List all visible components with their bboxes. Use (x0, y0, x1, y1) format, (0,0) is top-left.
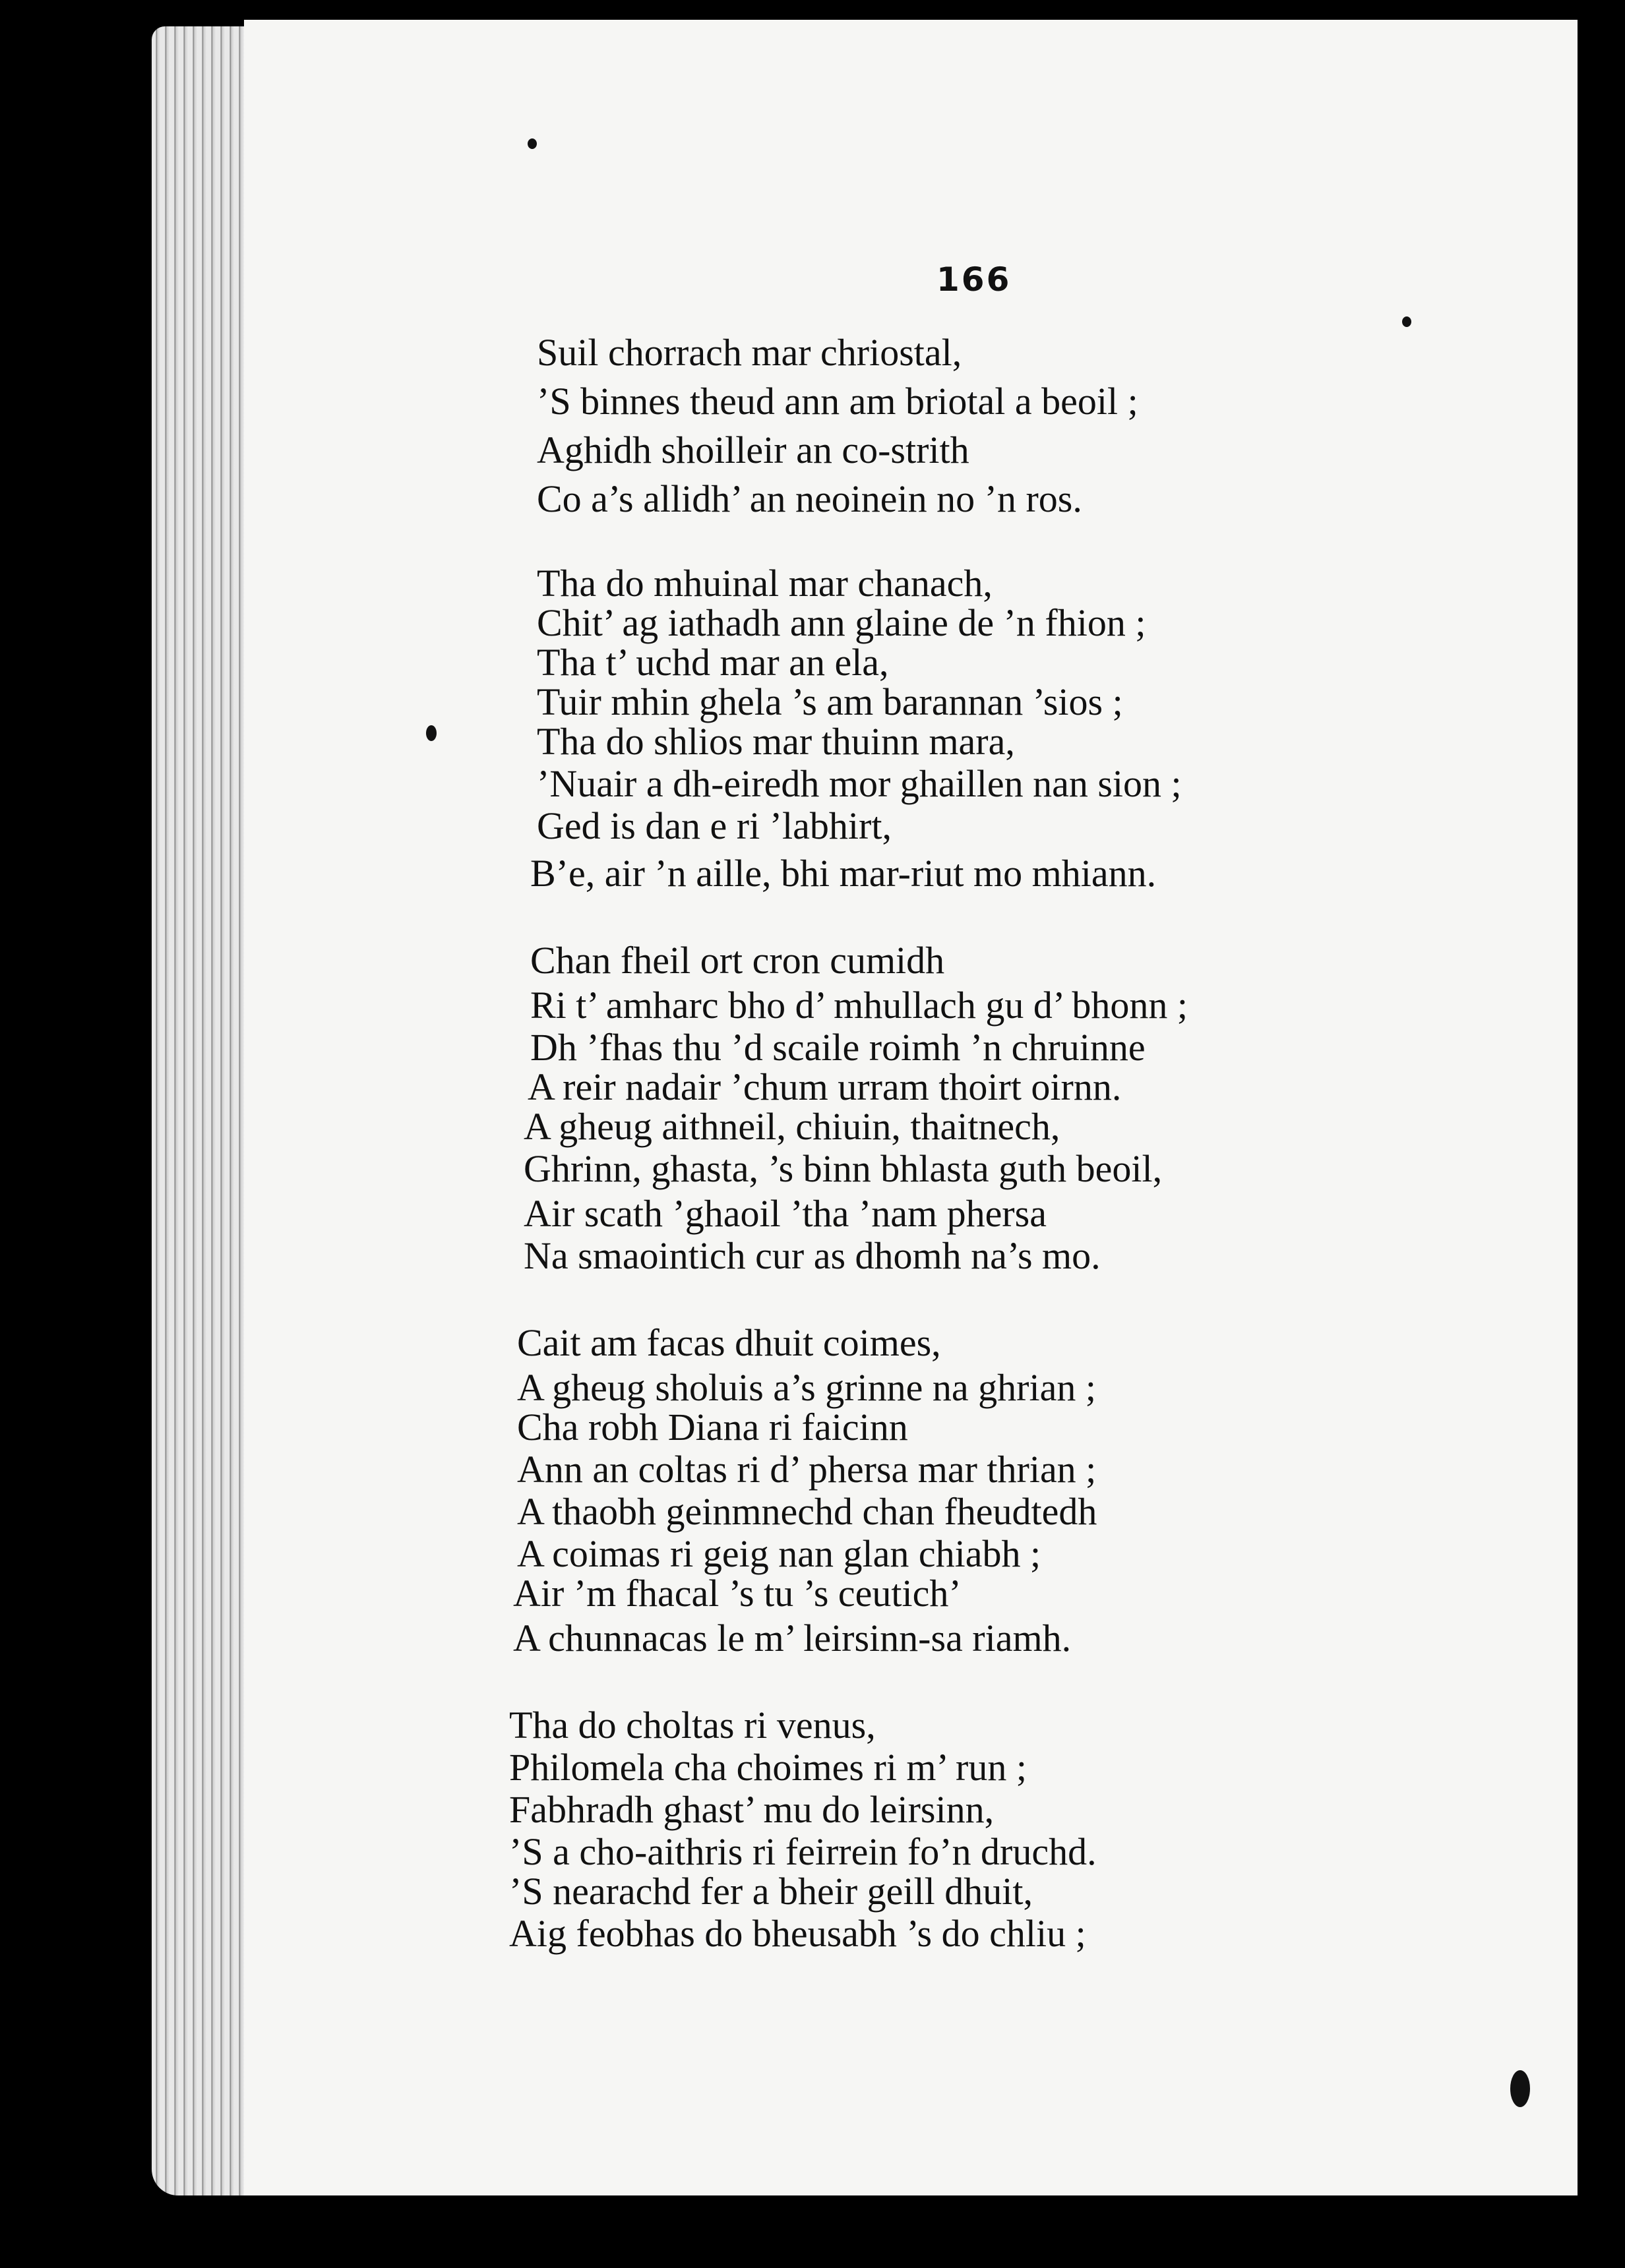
poem-line: Na smaointich cur as dhomh na’s mo. (524, 1234, 1101, 1277)
poem-line: Tha do choltas ri venus, (509, 1704, 876, 1746)
poem-line: A chunnacas le m’ leirsinn-sa riamh. (513, 1617, 1072, 1659)
page-number: 166 (936, 260, 1012, 299)
poem-line: Aghidh shoilleir an co-strith (537, 429, 969, 471)
poem-line: Tha t’ uchd mar an ela, (537, 641, 889, 684)
poem-line: Dh ’fhas thu ’d scaile roimh ’n chruinne (530, 1026, 1146, 1069)
poem-line: A thaobh geinmnechd chan fheudtedh (517, 1490, 1097, 1533)
poem-line: ’S nearachd fer a bheir geill dhuit, (509, 1870, 1033, 1913)
poem-line: Philomela cha choimes ri m’ run ; (509, 1746, 1027, 1789)
poem-line: Cait am facas dhuit coimes, (517, 1321, 941, 1364)
poem-line: Tha do mhuinal mar chanach, (537, 562, 993, 605)
poem-line: Chit’ ag iathadh ann glaine de ’n fhion ; (537, 601, 1146, 644)
poem-line: Ged is dan e ri ’labhirt, (537, 804, 892, 847)
poem-line: Co a’s allidh’ an neoinein no ’n ros. (537, 477, 1082, 520)
poem-line: Suil chorrach mar chriostal, (537, 331, 962, 374)
poem-line: Tuir mhin ghela ’s am barannan ’sios ; (537, 680, 1123, 723)
poem-line: Fabhradh ghast’ mu do leirsinn, (509, 1788, 995, 1831)
poem-line: ’Nuair a dh-eiredh mor ghaillen nan sion ; (537, 762, 1182, 805)
poem-line: B’e, air ’n aille, bhi mar-riut mo mhiann. (530, 852, 1157, 895)
poem-line: Tha do shlios mar thuinn mara, (537, 720, 1015, 763)
poem-line: Ri t’ amharc bho d’ mhullach gu d’ bhonn ; (530, 984, 1188, 1027)
poem-line: Cha robh Diana ri faicinn (517, 1406, 908, 1448)
poem-line: A gheug sholuis a’s grinne na ghrian ; (517, 1366, 1096, 1409)
poem-line: Chan fheil ort cron cumidh (530, 939, 945, 982)
poem-line: ’S a cho-aithris ri feirrein fo’n druchd. (509, 1830, 1097, 1873)
poem-line: A gheug aithneil, chiuin, thaitnech, (524, 1105, 1060, 1148)
poem-line: Aig feobhas do bheusabh ’s do chliu ; (509, 1912, 1086, 1955)
poem-line: Ghrinn, ghasta, ’s binn bhlasta guth beoil, (524, 1147, 1163, 1190)
poem-line: A coimas ri geig nan glan chiabh ; (517, 1532, 1041, 1575)
poem-line: Air ’m fhacal ’s tu ’s ceutich’ (513, 1572, 962, 1615)
poem-line: ’S binnes theud ann am briotal a beoil ; (537, 380, 1138, 423)
poem-line: A reir nadair ’chum urram thoirt oirnn. (528, 1065, 1122, 1108)
poem-line: Air scath ’ghaoil ’tha ’nam phersa (524, 1192, 1047, 1235)
poem-line: Ann an coltas ri d’ phersa mar thrian ; (517, 1448, 1097, 1491)
